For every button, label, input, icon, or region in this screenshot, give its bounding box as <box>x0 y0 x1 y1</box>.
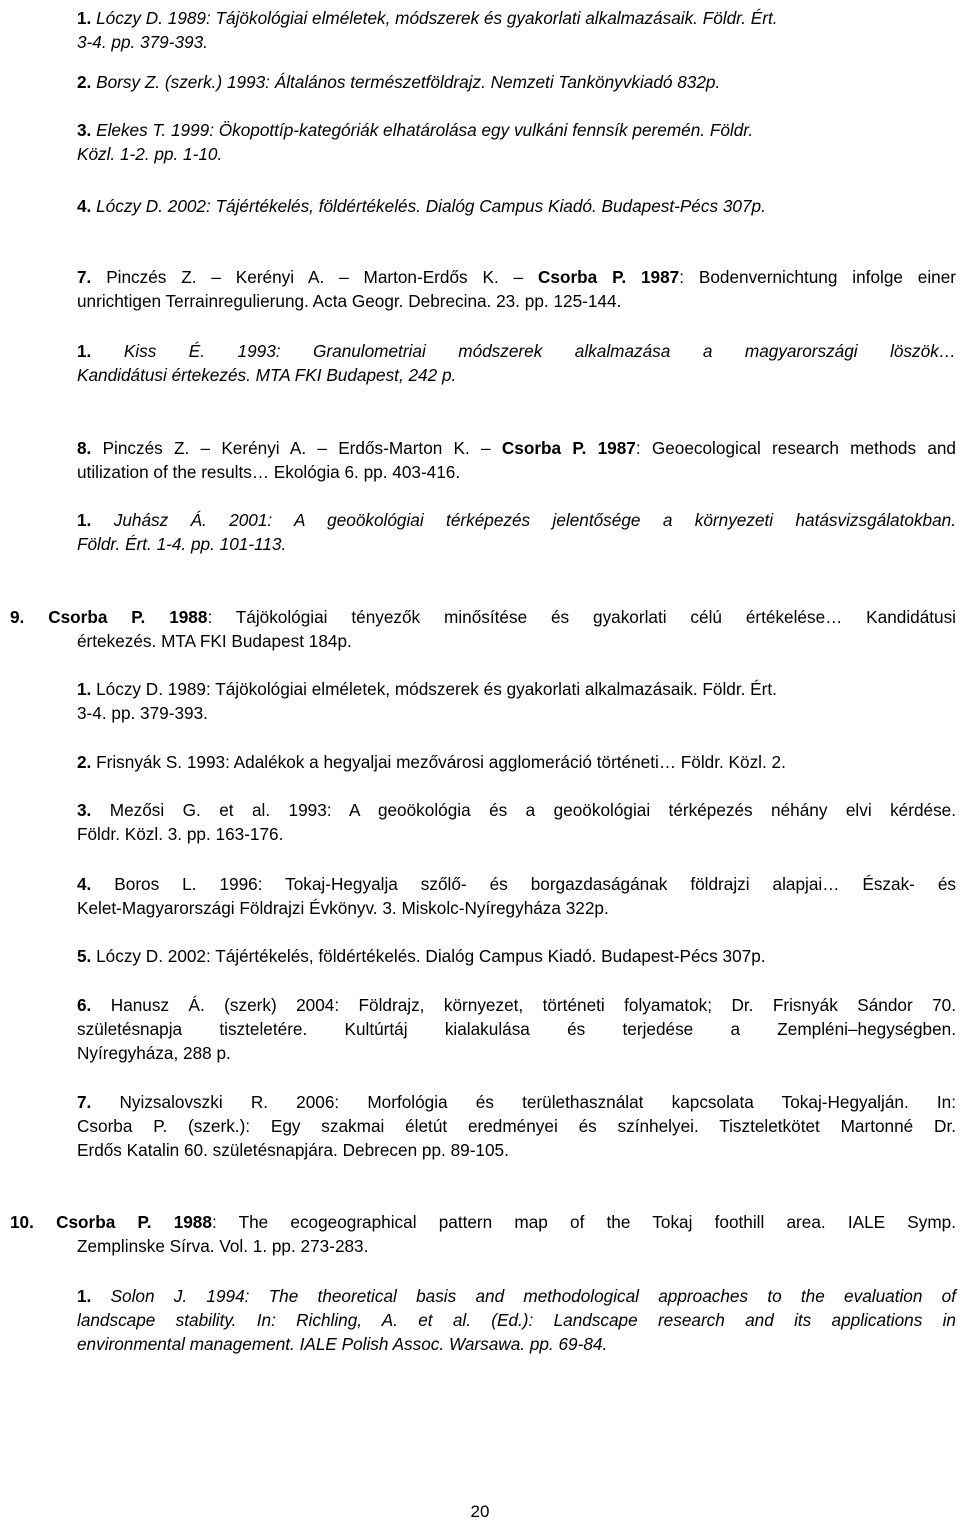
reference-line <box>0 265 956 289</box>
page-number: 20 <box>470 1502 490 1521</box>
reference-text: 5. <box>77 946 92 966</box>
reference-line <box>0 6 956 30</box>
reference-line <box>0 677 956 701</box>
reference-text: 10. Csorba P. <box>10 1212 152 1232</box>
reference-item <box>0 6 956 54</box>
reference-item <box>0 1210 956 1258</box>
reference-item <box>0 944 956 968</box>
reference-text: 1988 <box>169 607 208 627</box>
reference-text: Csorba P. (szerk.): Egy szakmai életút eredményei és színhelyei. Tiszteletkötet Martonné Dr. <box>77 1116 956 1136</box>
reference-item <box>0 118 956 166</box>
reference-text: Lóczy D. 1989: Tájökológiai elméletek, módszerek és gyakorlati alkalmazásaik. Földr. Ért. <box>91 679 777 699</box>
reference-text: utilization of the results… Ekológia 6. pp. 403-416. <box>77 462 461 482</box>
reference-text <box>152 1212 174 1232</box>
reference-text: landscape stability. In: Richling, A. et al. (Ed.): Landscape research and its applications in <box>77 1310 956 1330</box>
reference-line <box>0 1090 956 1114</box>
reference-text: Kelet-Magyarországi Földrajzi Évkönyv. 3. Miskolc-Nyíregyháza 322p. <box>77 898 609 918</box>
reference-text: Frisnyák S. 1993: Adalékok a hegyaljai mezővárosi agglomeráció történeti… Földr. Közl. 2. <box>91 752 786 772</box>
reference-line <box>0 194 956 218</box>
reference-line <box>0 750 956 774</box>
reference-line <box>0 1041 956 1065</box>
reference-text: 2. <box>77 72 92 92</box>
reference-text: 7. <box>77 267 92 287</box>
reference-text: Erdős Katalin 60. születésnapjára. Debrecen pp. 89-105. <box>77 1140 509 1160</box>
reference-line <box>0 1138 956 1162</box>
reference-item <box>0 872 956 920</box>
reference-text: Zemplinske Sírva. Vol. 1. pp. 273-283. <box>77 1236 369 1256</box>
reference-text: : Geoecological research methods and <box>635 438 956 458</box>
reference-text: environmental management. IALE Polish Assoc. Warsawa. pp. 69-84. <box>77 1334 608 1354</box>
reference-text: unrichtigen Terrainregulierung. Acta Geogr. Debrecina. 23. pp. 125-144. <box>77 291 622 311</box>
reference-text: 1987 <box>597 438 636 458</box>
reference-text: születésnapja tiszteletére. Kultúrtáj kialakulása és terjedése a Zempléni–hegységben. <box>77 1019 956 1039</box>
reference-text: 3-4. pp. 379-393. <box>77 703 208 723</box>
reference-text: Boros L. 1996: Tokaj-Hegyalja szőlő- és borgazdaságának földrajzi alapjai… Észak- és <box>91 874 956 894</box>
reference-line <box>0 289 956 313</box>
reference-item <box>0 194 956 218</box>
reference-line <box>0 1284 956 1308</box>
reference-text <box>626 267 641 287</box>
reference-text <box>145 607 169 627</box>
reference-item <box>0 798 956 846</box>
reference-text: Hanusz Á. (szerk) 2004: Földrajz, környezet, történeti folyamatok; Dr. Frisnyák Sándor 70. <box>91 995 956 1015</box>
reference-text: 1. <box>77 510 92 530</box>
reference-line <box>0 436 956 460</box>
reference-line <box>0 1234 956 1258</box>
reference-line <box>0 70 956 94</box>
reference-line <box>0 822 956 846</box>
reference-text: : The ecogeographical pattern map of the Tokaj foothill area. IALE Symp. <box>211 1212 956 1232</box>
reference-text: 3. <box>77 800 92 820</box>
reference-text: Földr. Közl. 3. pp. 163-176. <box>77 824 284 844</box>
reference-text: Csorba P. <box>538 267 627 287</box>
reference-text: 1. <box>77 8 92 28</box>
reference-text: 4. <box>77 196 92 216</box>
reference-text: 1. <box>77 341 92 361</box>
reference-text: 1987 <box>640 267 680 287</box>
reference-text: Lóczy D. 1989: Tájökológiai elméletek, módszerek és gyakorlati alkalmazásaik. Földr. Ért. <box>91 8 778 28</box>
reference-text: Mezősi G. et al. 1993: A geoökológia és a geoökológiai térképezés néhány elvi kérdése. <box>91 800 956 820</box>
reference-line <box>0 363 956 387</box>
reference-text: Solon J. 1994: The theoretical basis and methodological approaches to the evaluation of <box>91 1286 956 1306</box>
reference-text: 3. <box>77 120 92 140</box>
reference-text: Pinczés Z. – Kerényi A. – Marton-Erdős K. – <box>91 267 538 287</box>
reference-line <box>0 508 956 532</box>
reference-text: Közl. 1-2. pp. 1-10. <box>77 144 223 164</box>
reference-line <box>0 993 956 1017</box>
reference-line <box>0 872 956 896</box>
reference-item <box>0 1284 956 1356</box>
reference-line <box>0 142 956 166</box>
reference-text: Borsy Z. (szerk.) 1993: Általános természetföldrajz. Nemzeti Tankönyvkiadó 832p. <box>91 72 721 92</box>
reference-item <box>0 508 956 556</box>
reference-line <box>0 30 956 54</box>
reference-text: 1988 <box>173 1212 212 1232</box>
reference-text: Nyizsalovszki R. 2006: Morfológia és területhasználat kapcsolata Tokaj-Hegyalján. In: <box>91 1092 956 1112</box>
reference-line <box>0 605 956 629</box>
reference-item <box>0 605 956 653</box>
reference-text: 7. <box>77 1092 92 1112</box>
reference-line <box>0 339 956 363</box>
reference-text: 4. <box>77 874 92 894</box>
reference-item <box>0 993 956 1065</box>
reference-item <box>0 265 956 313</box>
reference-line <box>0 460 956 484</box>
reference-text: Csorba P. <box>501 438 587 458</box>
reference-text <box>586 438 597 458</box>
reference-text: Kandidátusi értekezés. MTA FKI Budapest, 242 p. <box>77 365 457 385</box>
reference-line <box>0 1332 956 1356</box>
reference-text: 6. <box>77 995 92 1015</box>
reference-text: Lóczy D. 2002: Tájértékelés, földértékelés. Dialóg Campus Kiadó. Budapest-Pécs 307p. <box>91 946 766 966</box>
reference-line <box>0 1017 956 1041</box>
reference-text: Elekes T. 1999: Ökopottíp-kategóriák elhatárolása egy vulkáni fennsík peremén. Földr. <box>91 120 754 140</box>
reference-text: értekezés. MTA FKI Budapest 184p. <box>77 631 352 651</box>
reference-text: : Tájökológiai tényezők minősítése és gyakorlati célú értékelése… Kandidátusi <box>207 607 957 627</box>
reference-text: 2. <box>77 752 92 772</box>
reference-text: 8. <box>77 438 92 458</box>
reference-line <box>0 798 956 822</box>
reference-text: 9. Csorba P. <box>10 607 146 627</box>
reference-text: Kiss É. 1993: Granulometriai módszerek alkalmazása a magyarországi löszök… <box>91 341 956 361</box>
reference-text: : Bodenvernichtung infolge einer <box>679 267 957 287</box>
reference-line <box>0 701 956 725</box>
reference-text: Nyíregyháza, 288 p. <box>77 1043 231 1063</box>
reference-text: 1. <box>77 1286 92 1306</box>
reference-item <box>0 677 956 725</box>
reference-item <box>0 1090 956 1162</box>
reference-line <box>0 532 956 556</box>
reference-line <box>0 944 956 968</box>
reference-line <box>0 629 956 653</box>
reference-item <box>0 436 956 484</box>
reference-text: 3-4. pp. 379-393. <box>77 32 208 52</box>
reference-item <box>0 750 956 774</box>
reference-line <box>0 118 956 142</box>
reference-text: 1. <box>77 679 92 699</box>
reference-text: Lóczy D. 2002: Tájértékelés, földértékelés. Dialóg Campus Kiadó. Budapest-Pécs 307p. <box>91 196 766 216</box>
reference-text: Juhász Á. 2001: A geoökológiai térképezés jelentősége a környezeti hatásvizsgálatokban. <box>91 510 956 530</box>
reference-line <box>0 1210 956 1234</box>
reference-line <box>0 1308 956 1332</box>
reference-line <box>0 1114 956 1138</box>
reference-text: Pinczés Z. – Kerényi A. – Erdős-Marton K. – <box>91 438 502 458</box>
reference-line <box>0 896 956 920</box>
reference-text: Földr. Ért. 1-4. pp. 101-113. <box>77 534 287 554</box>
reference-item <box>0 339 956 387</box>
reference-item <box>0 70 956 94</box>
